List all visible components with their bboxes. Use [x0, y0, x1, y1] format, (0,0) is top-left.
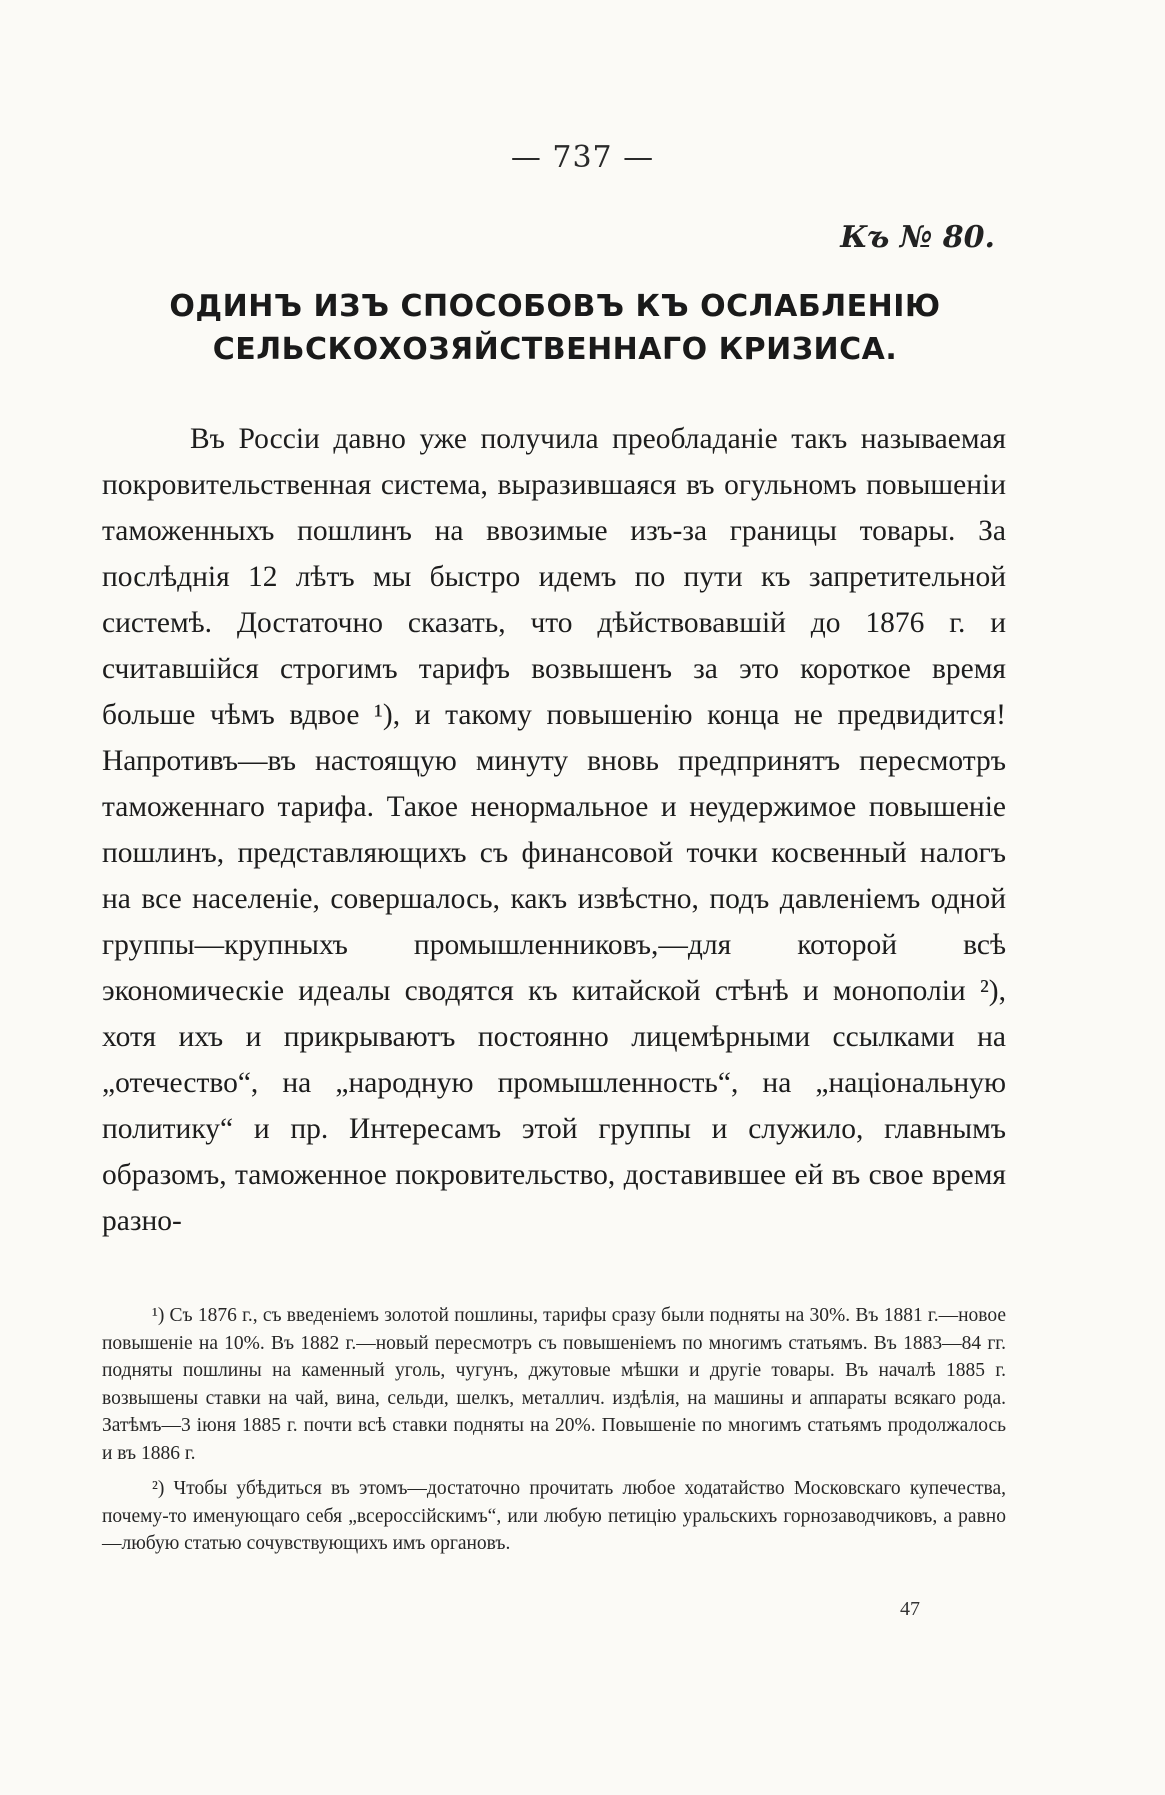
article-heading: ОДИНЪ ИЗЪ СПОСОБОВЪ КЪ ОСЛАБЛЕНІЮ СЕЛЬСКОХОЗЯЙСТВЕННАГО КРИЗИСА. — [169, 289, 941, 367]
issue-reference: Къ № 80. — [840, 220, 995, 255]
page-number: — 737 — — [510, 140, 655, 175]
footnote-2: ²) Чтобы убѣдиться въ этомъ—достаточно прочитать любое ходатайство Московскаго купечества, почему-то именующаго себя „всероссійскимъ“, или любую петицію уральскихъ горнозаводчиковъ, а равно—любую статью сочувствующихъ имъ органовъ. — [102, 1478, 1006, 1554]
footnote-1: ¹) Съ 1876 г., съ введеніемъ золотой пошлины, тарифы сразу были подняты на 30%. Въ 1881 г.—новое повышеніе на 10%. Въ 1882 г.—новый пересмотръ съ повышеніемъ по многимъ статьямъ. Въ 1883—84 гг. подняты пошлины на каменный уголь, чугунъ, джутовые мѣшки и другіе товары. Въ началѣ 1885 г. возвышены ставки на чай, вина, сельди, шелкъ, металлич. издѣлія, на машины и аппараты всякаго рода. Затѣмъ—3 іюня 1885 г. почти всѣ ставки подняты на 20%. Повышеніе по многимъ статьямъ продолжалось и въ 1886 г. — [102, 1305, 1006, 1464]
signature-mark: 47 — [900, 1598, 920, 1620]
body-paragraph: Въ Россіи давно уже получила преобладаніе такъ называемая покровительственная система, выразившаяся въ огульномъ повышеніи таможенныхъ пошлинъ на ввозимые изъ-за границы товары. За послѣднія 12 лѣтъ мы быстро идемъ по пути къ запретительной системѣ. Достаточно сказать, что дѣйствовавшій до 1876 г. и считавшійся строгимъ тарифъ возвышенъ за это короткое время больше чѣмъ вдвое ¹), и такому повышенію конца не предвидится! Напротивъ—въ настоящую минуту вновь предпринятъ пересмотръ таможеннаго тарифа. Такое ненормальное и неудержимое повышеніе пошлинъ, представляющихъ съ финансовой точки косвенный налогъ на все населеніе, совершалось, какъ извѣстно, подъ давленіемъ одной группы—крупныхъ промышленниковъ,—для которой всѣ экономическіе идеалы сводятся къ китайской стѣнѣ и монополіи ²), хотя ихъ и прикрываютъ постоянно лицемѣрными ссылками на „отечество“, на „народную промышленность“, на „національную политику“ и пр. Интересамъ этой группы и служило, главнымъ образомъ, таможенное покровительство, доставившее ей въ свое время разно- — [102, 423, 1006, 1237]
article-body — [102, 416, 1006, 1244]
footnotes — [102, 1302, 1006, 1566]
